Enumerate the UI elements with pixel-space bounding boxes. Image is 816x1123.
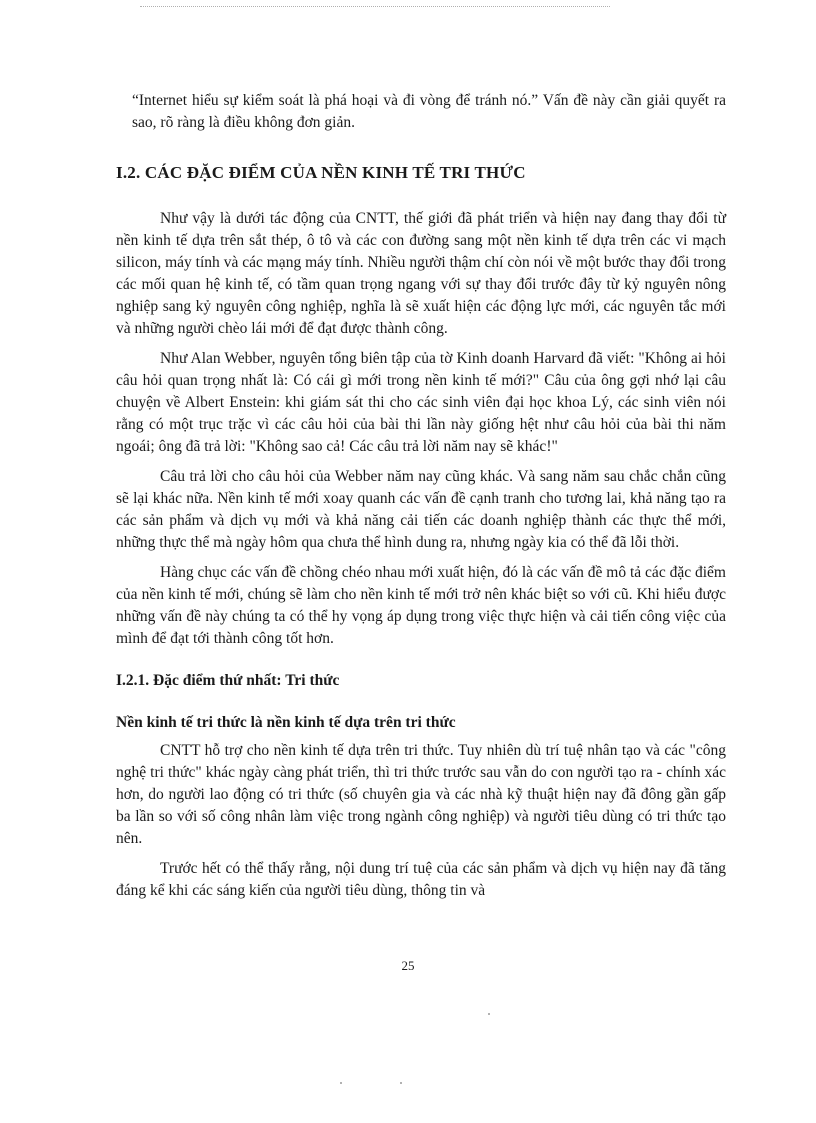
scan-artifact-dot: [488, 1013, 490, 1015]
body-paragraph: CNTT hỗ trợ cho nền kinh tế dựa trên tri thức. Tuy nhiên dù trí tuệ nhân tạo và các "công nghệ tri thức" khác ngày càng phát triển, thì tri thức trước sau vẫn do con người tạo ra - chính xác hơn, do người lao động có tri thức (số chuyên gia và các nhà kỹ thuật hiện nay đã đông gần gấp ba lần so với số công nhân làm việc trong ngành công nghiệp) và người tiêu dùng có tri thức tạo nên.: [116, 742, 726, 847]
intro-paragraph: “Internet hiểu sự kiểm soát là phá hoại và đi vòng để tránh nó.” Vấn đề này cần giải quyết ra sao, rõ ràng là điều không đơn giản.: [132, 92, 726, 131]
subsection-heading: I.2.1. Đặc điểm thứ nhất: Tri thức: [116, 672, 340, 689]
page-number: 25: [401, 958, 415, 973]
subhead: Nền kinh tế tri thức là nền kinh tế dựa trên tri thức: [116, 714, 456, 731]
scan-artifact-dot: [400, 1082, 402, 1084]
body-paragraph: Câu trả lời cho câu hỏi của Webber năm nay cũng khác. Và sang năm sau chắc chắn cũng sẽ lại khác nữa. Nền kinh tế mới xoay quanh các vấn đề cạnh tranh cho tương lai, khả năng tạo ra các sản phẩm và dịch vụ mới và khả năng cải tiến các doanh nghiệp thành các thực thể mới, những thực thể mà ngày hôm qua chưa thể hình dung ra, nhưng ngày kia có thể đã lỗi thời.: [116, 468, 726, 551]
page-body: [116, 90, 726, 902]
body-paragraph: Hàng chục các vấn đề chồng chéo nhau mới xuất hiện, đó là các vấn đề mô tả các đặc điểm của nền kinh tế mới, chúng sẽ làm cho nền kinh tế mới trở nên khác biệt so với cũ. Khi hiểu được những vấn đề này chúng ta có thể hy vọng áp dụng trong việc thực hiện và cải tiến công việc của mình để đạt tới thành công tốt hơn.: [116, 564, 726, 647]
scan-artifact-top: [140, 6, 610, 7]
scan-artifact-dot: [340, 1082, 342, 1084]
body-paragraph: Như vậy là dưới tác động của CNTT, thế giới đã phát triển và hiện nay đang thay đổi từ nền kinh tế dựa trên sắt thép, ô tô và các con đường sang một nền kinh tế dựa trên các vi mạch silicon, máy tính và các mạng máy tính. Nhiều người thậm chí còn nói về một bước thay đổi trong các mối quan hệ kinh tế, có tầm quan trọng ngang với sự thay đổi trước đây từ kỷ nguyên nông nghiệp sang kỷ nguyên công nghiệp, nghĩa là sẽ xuất hiện các động lực mới, các nguyên tắc mới và những người chèo lái mới để đạt được thành công.: [116, 210, 726, 337]
body-paragraph: Như Alan Webber, nguyên tổng biên tập của tờ Kinh doanh Harvard đã viết: "Không ai hỏi câu hỏi quan trọng nhất là: Có cái gì mới trong nền kinh tế mới?" Câu của ông gợi nhớ lại câu chuyện về Albert Enstein: khi giám sát thi cho các sinh viên đại học khoa Lý, các sinh viên nói rằng có một trục trặc vì các câu hỏi của bài thi lần này giống hệt như câu hỏi của bài thi năm ngoái; ông đã trả lời: "Không sao cả! Các câu trả lời năm nay sẽ khác!": [116, 350, 726, 455]
section-heading: I.2. CÁC ĐẶC ĐIỂM CỦA NỀN KINH TẾ TRI THỨC: [116, 163, 526, 182]
body-paragraph: Trước hết có thể thấy rằng, nội dung trí tuệ của các sản phẩm và dịch vụ hiện nay đã tăng đáng kể khi các sáng kiến của người tiêu dùng, thông tin và: [116, 860, 726, 899]
